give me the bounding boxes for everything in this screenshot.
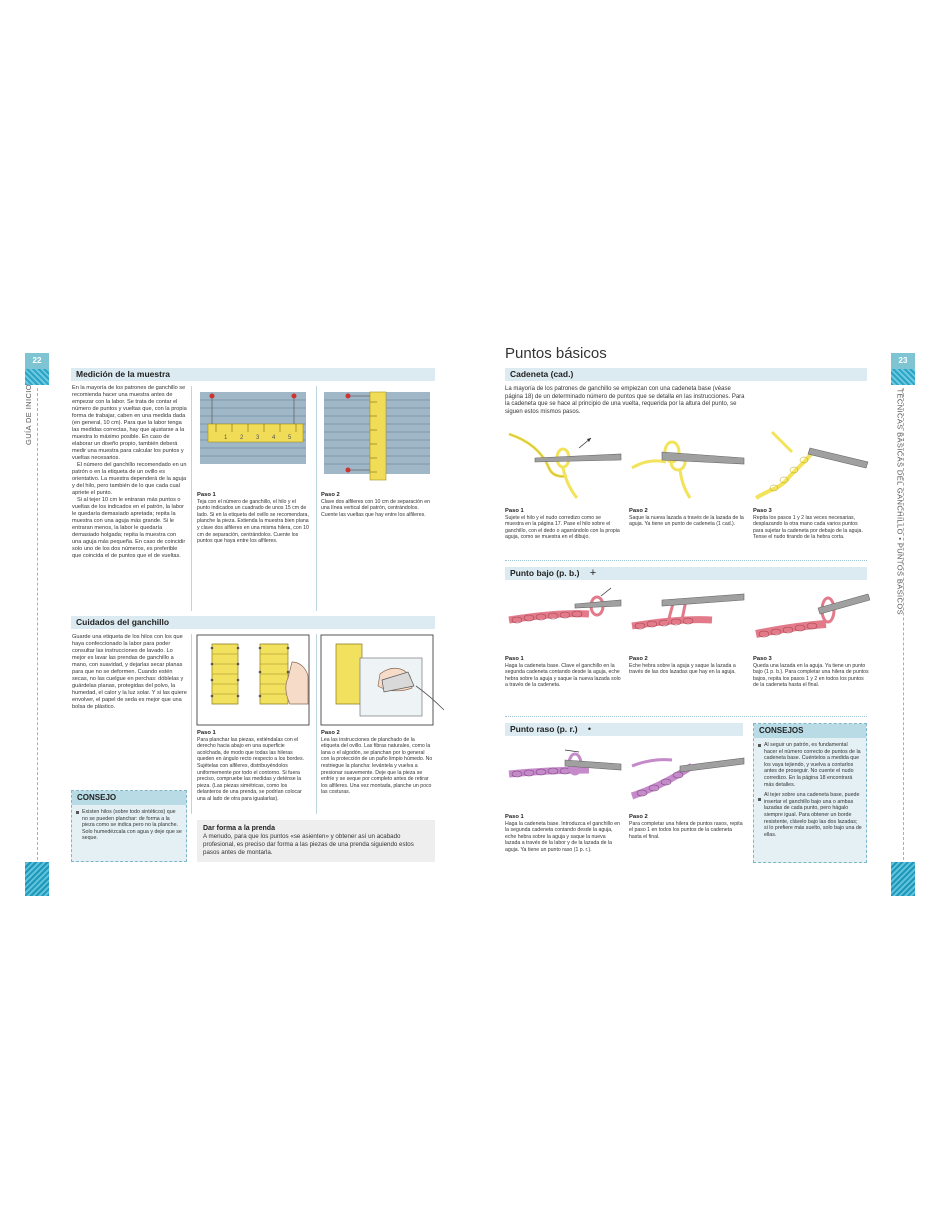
punto-bajo-step3-caption [753, 656, 869, 689]
ruler-mark: 5 [288, 435, 292, 441]
cuidados-body: Guarde una etiqueta de los hilos con los que haya confeccionado la labor para poder consultar las instrucciones de lavado. Lo mejor es lavar las prendas de ganchillo a mano, con suavidad, y dejarlas secar planas para que no se deformen. Cuando estén secas, no las cuelgue en perchas: dóblelas y guárdelas planas, protegidas del polvo, la humedad, el calor y la luz solar. Y si las quiere envolver, el papel de seda es mejor que una bolsa de plástico. [72, 634, 187, 710]
consejo-tip: Existen hilos (sobre todo sintéticos) que no se pueden planchar: de forma a la pieza como se indica pero no la planche. Solo humedézcala con agua y deje que se seque. [72, 805, 186, 846]
consejo-box [71, 790, 187, 862]
page-number-left: 22 [25, 353, 49, 369]
medicion-paragraph: En la mayoría de los patrones de ganchillo se recomienda hacer una muestra antes de empezar con la labor. Se trata de contar el número de puntos y vueltas que, con la propia forma de trabajar, caben en una medida dada (en general, 10 cm). Para que la labor tenga las medidas correctas, hay que ajustarse a la muestra lo máximo posible. En caso de elaborar un diseño propio, también deberá medir una muestra para calcular los puntos y vueltas necesarios. [72, 385, 187, 461]
step-title: Paso 2 [629, 656, 648, 662]
medicion-body [72, 385, 187, 560]
section-separator [505, 560, 867, 561]
swatch-horizontal-illustration [196, 388, 310, 486]
medicion-paragraph: Si al tejer 10 cm le entraran más puntos o vueltas de los indicados en el patrón, la labor le quedaría demasiado apretada; repita la muestra con una aguja más grande. Si le entraran menos, la labor le quedaría demasiado holgada; repita la muestra con una aguja más pequeña. En caso de coincidir solo uno de los dos números, es preferible que coincida el de puntos que el de vueltas. [72, 497, 186, 559]
punto-bajo-symbol-icon: + [589, 567, 597, 579]
edge-texture-bottom-left [25, 862, 49, 896]
ruler-mark: 2 [240, 435, 244, 441]
consejo-title: CONSEJO [72, 791, 186, 805]
blocking-pieces-illustration [196, 634, 310, 726]
punto-bajo-step2-caption [629, 656, 745, 676]
step-text: Sujete el hilo y el nudo corredizo como se muestra en la página 17. Pase el hilo sobre el ganchillo, con el dedo o agarrándolo con la propia aguja, como se muestra en el dibujo. [505, 514, 620, 541]
step-text: Eche hebra sobre la aguja y saque la lazada a través de las dos lazadas que hay en la aguja. [629, 662, 736, 676]
ruler-mark: 4 [272, 435, 276, 441]
dar-forma-text: A menudo, para que los puntos «se asienten» y obtener así un acabado profesional, es preciso dar forma a las piezas de una prenda siguiendo estos pasos antes de montarla. [203, 833, 414, 856]
dar-forma-box [197, 820, 435, 862]
step-title: Paso 2 [629, 508, 648, 514]
cuidados-step2-caption [321, 730, 433, 796]
running-head-right: TÉCNICAS BÁSICAS DEL GANCHILLO • PUNTOS BÁSICOS [895, 388, 905, 615]
cadeneta-step3-caption [753, 508, 869, 541]
section-title-medicion: Medición de la muestra [71, 368, 435, 381]
punto-raso-step1-illustration [505, 744, 623, 810]
punto-bajo-step1-illustration [505, 586, 623, 648]
step-text: Lea las instrucciones de planchado de la etiqueta del ovillo. Las fibras naturales, como la lana o el algodón, se planchan por lo general con la protección de un paño limpio húmedo. No restriegue la plancha: levántela y vuelva a presionar suavemente. Deje que la pieza se enfríe y se seque por completo antes de retirar los alfileres. Una vez montada, planche un poco las costuras. [321, 736, 433, 796]
punto-raso-title: Punto raso (p. r.) [510, 724, 578, 734]
step-title: Paso 2 [321, 492, 340, 498]
step-title: Paso 1 [505, 508, 524, 514]
column-divider [191, 386, 192, 611]
edge-texture-top-left [25, 369, 49, 385]
page-number-right: 23 [891, 353, 915, 369]
cadeneta-step1-illustration [505, 428, 623, 502]
section-title-cuidados: Cuidados del ganchillo [71, 616, 435, 629]
step-text: Haga la cadeneta base. Clave el ganchillo en la segunda cadeneta contando desde la aguja, eche hebra sobre la aguja y saque la nueva lazada solo a través de la cadeneta. [505, 662, 621, 689]
column-divider [316, 634, 317, 814]
section-title-punto-bajo [505, 567, 867, 580]
step-title: Paso 1 [197, 730, 216, 736]
punto-raso-symbol-icon: • [587, 724, 592, 734]
ruler-mark: 3 [256, 435, 260, 441]
running-head-left: GUÍA DE INICIO [24, 383, 34, 446]
cuidados-step1-caption [197, 730, 309, 803]
step-title: Paso 3 [753, 656, 772, 662]
punto-bajo-title: Punto bajo (p. b.) [510, 568, 580, 578]
punto-raso-step1-caption [505, 814, 621, 854]
ironing-illustration [320, 634, 446, 726]
cadeneta-step1-caption [505, 508, 621, 541]
column-divider [191, 634, 192, 814]
step-title: Paso 1 [505, 814, 524, 820]
step-text: Repita los pasos 1 y 2 las veces necesarias, desplazando la otra mano cada varios puntos para sujetar la cadeneta por debajo de la aguja. Tense el nudo tirando de la hebra corta. [753, 514, 863, 541]
section-title-cadeneta: Cadeneta (cad.) [505, 368, 867, 381]
medicion-step2-caption [321, 492, 433, 518]
section-title-punto-raso [505, 723, 743, 736]
step-text: Para completar una hilera de puntos rasos, repita el paso 1 en todos los puntos de la cadeneta hasta el final. [629, 820, 743, 840]
punto-bajo-step3-illustration [752, 586, 870, 648]
column-divider [316, 386, 317, 611]
medicion-step1-caption [197, 492, 309, 545]
punto-raso-step2-caption [629, 814, 745, 840]
consejos-box [753, 723, 867, 863]
section-separator [505, 716, 867, 717]
step-text: Clave dos alfileres con 10 cm de separación en una línea vertical del patrón, centrándolos. Cuente las vueltas que hay entre los alfileres. [321, 498, 430, 518]
step-text: Teja con el número de ganchillo, el hilo y el punto indicados un cuadrado de unos 15 cm de lado. Si en la etiqueta del ovillo se recomendara, planche la pieza. Extienda la muestra bien plana y clave dos alfileres en una misma hilera, con 10 cm de separación, centrándolos. Cuente los puntos que haya entre los alfileres. [197, 498, 309, 545]
edge-texture-top-right [891, 369, 915, 385]
step-title: Paso 2 [321, 730, 340, 736]
step-title: Paso 2 [629, 814, 648, 820]
step-title: Paso 3 [753, 508, 772, 514]
step-title: Paso 1 [197, 492, 216, 498]
punto-bajo-step2-illustration [628, 586, 746, 648]
step-text: Queda una lazada en la aguja. Ya tiene un punto bajo (1 p. b.). Para completar una hilera de puntos bajos, repita los pasos 1 y 2 en todos los puntos de la cadeneta hasta el final. [753, 662, 869, 689]
dar-forma-title: Dar forma a la prenda [203, 825, 275, 832]
margin-rule-left [37, 388, 38, 860]
ruler-mark: 1 [224, 435, 228, 441]
cadeneta-intro: La mayoría de los patrones de ganchillo se empiezan con una cadeneta base (véase página 18) de un determinado número de puntos que se detalla en las instrucciones. Para la cadeneta que se hace al principio de una vuelta, requerida por la altura del punto, se siguen estos mismos pasos. [505, 386, 745, 415]
cadeneta-step3-illustration [752, 428, 870, 502]
cadeneta-step2-caption [629, 508, 745, 528]
consejos-title: CONSEJOS [754, 724, 866, 738]
step-text: Para planchar las piezas, extiéndalas con el derecho hacia abajo en una superficie acolchada, de modo que todas las hileras queden en ángulo recto respecto a los bordes. Sujételas con alfileres, distribuyéndolos uniformemente por todo el contorno. Si fuera preciso, compruebe las medidas y deténse la pieza. (Las piezas simétricas, como los delanteros de una prenda, se podrían colocar una al lado de otra para igualarlas). [197, 736, 304, 802]
step-title: Paso 1 [505, 656, 524, 662]
consejos-tip: Al seguir un patrón, es fundamental hacer el número correcto de puntos de la cadeneta base. Cuéntelos a medida que los vaya tejiendo, y vuelva a contarlos antes de proseguir. No cuente el nudo corredizo. En la página 18 encontrará más detalles. [754, 738, 866, 792]
medicion-paragraph: El número del ganchillo recomendado en un patrón o en la etiqueta de un ovillo es orientativo. La muestra dependerá de la aguja y del hilo, pero también de lo que cada cual apriete el punto. [72, 462, 187, 496]
edge-texture-bottom-right [891, 862, 915, 896]
step-text: Saque la nueva lazada a través de la lazada de la aguja. Ya tiene un punto de cadeneta (1 cad.). [629, 514, 744, 528]
swatch-vertical-illustration [320, 388, 434, 486]
punto-raso-step2-illustration [628, 744, 746, 810]
page-title: Puntos básicos [505, 345, 607, 362]
consejos-tip: Al tejer sobre una cadeneta base, puede insertar el ganchillo bajo una o ambas lazadas de cada punto, pero hágalo siempre igual. Para obtener un borde resistente, clávelo bajo las dos lazadas; si lo prefiere más suelto, solo bajo una de ellas. [754, 792, 866, 842]
punto-bajo-step1-caption [505, 656, 621, 689]
step-text: Haga la cadeneta base. Introduzca el ganchillo en la segunda cadeneta contando desde la aguja, eche hebra sobre la aguja y saque la nueva lazada a través de la labor y de la lazada de la aguja. Ya tiene un punto raso (1 p. r.). [505, 820, 621, 853]
cadeneta-step2-illustration [628, 428, 746, 502]
